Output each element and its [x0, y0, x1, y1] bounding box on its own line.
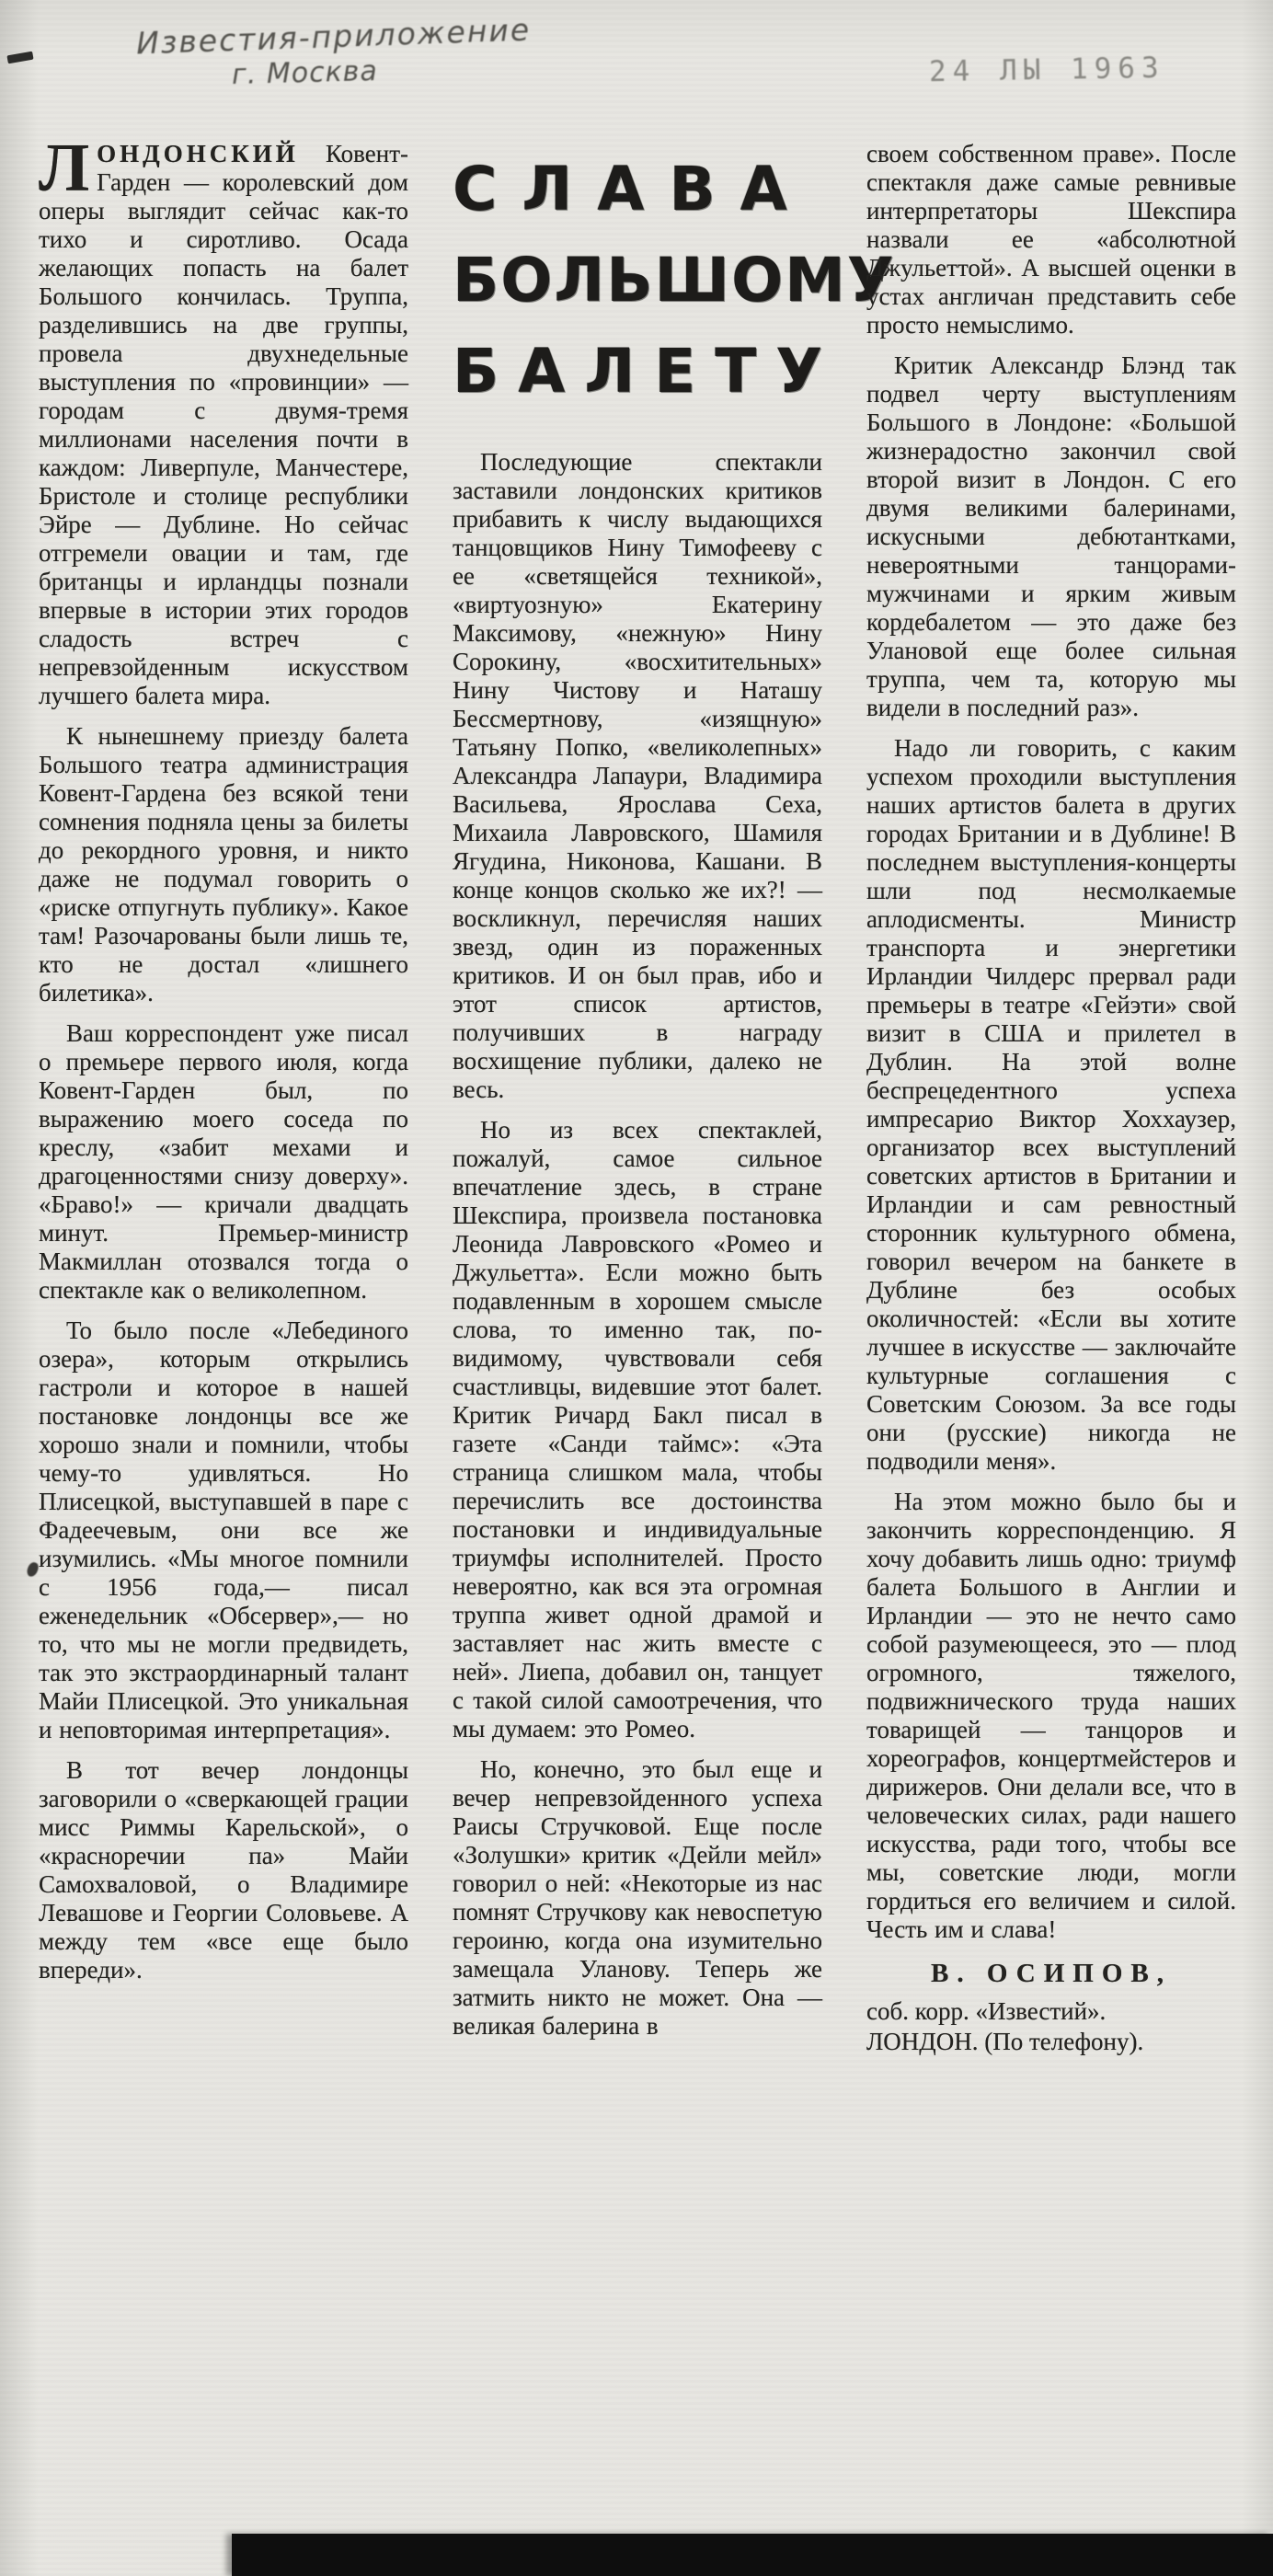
- article-body: [39, 131, 1238, 2057]
- dateline: ЛОНДОН. (По телефону).: [866, 2028, 1144, 2055]
- paragraph: На этом можно было бы и закончить корреспонденцию. Я хочу добавить лишь одно: триумф балета Большого в Англии и Ирландии — это не нечто само собой разумеющееся, это — плод огромного, тяжелого, подвижнического труда наших товарищей — танцоров и хореографов, концертмейстеров и дирижеров. Они делали все, что в человеческих силах, ради нашего искусства, ради того, чтобы все мы, советские люди, могли гордиться его величием и силой. Честь им и слава!: [866, 1488, 1236, 1943]
- paragraph: То было после «Лебединого озера», которым открылись гастроли и которое в нашей постановке лондонцы все же хорошо знали и помнили, чтобы чему-то удивляться. Но Плисецкой, выступавшей в паре с Фадеечевым, они все же изумились. «Мы многое помнили с 1956 года,— писал еженедельник «Обсервер»,— но то, что мы не могли предвидеть, так это экстраординарный талант Майи Плисецкой. Это уникальная и неповторимая интерпретация».: [39, 1317, 408, 1743]
- lead-word: ОНДОНСКИЙ: [97, 140, 299, 167]
- column-left: [39, 131, 408, 2057]
- paragraph: В тот вечер лондонцы заговорили о «сверкающей грации мисс Риммы Карельской», о «красноречии па» Майи Самохваловой, о Владимире Левашове и Георгии Соловьеве. А между тем «все еще было впереди».: [39, 1756, 408, 1984]
- paragraph: Но из всех спектаклей, пожалуй, самое сильное впечатление здесь, в стране Шекспира, произвела постановка Леонида Лавровского «Ромео и Джульетта». Если можно быть подавленным в хорошем смысле слова, то именно так, по-видимому, чувствовали себя счастливцы, видевшие этот балет. Критик Ричард Бакл писал в газете «Санди таймс»: «Эта страница слишком мала, чтобы перечислить все достоинства постановки и индивидуальные триумфы исполнителей. Просто невероятно, как вся эта огромная труппа живет одной драмой и заставляет нас жить вместе с ней». Лиепа, добавил он, танцует с такой силой самоотречения, что мы думаем: это Ромео.: [453, 1116, 822, 1742]
- paragraph: Надо ли говорить, с каким успехом проходили выступления наших артистов балета в других городах Британии и в Дублине! В последнем выступления-концерты шли под несмолкаемые аплодисменты. Министр транспорта и энергетики Ирландии Чилдерс прервал ради премьеры в театре «Гейэти» свой визит в США и прилетел в Дублин. На этой волне беспрецедентного успеха импресарио Виктор Хоххаузер, организатор всех выступлений советских артистов в Британии и Ирландии и сам ревностный сторонник культурного обмена, говорил вечером на банкете в Дублине без особых околичностей: «Если вы хотите лучшее в искусстве — заключайте культурные соглашения с Советским Союзом. За все годы они (русские) никогда не подводили меня».: [866, 734, 1236, 1475]
- column-middle: [453, 140, 896, 2057]
- paragraph: своем собственном праве». После спектакля даже самые ревнивые интерпретаторы Шекспира назвали ее «абсолютной Джульеттой». А высшей оценки в устах англичан представить себе просто немыслимо.: [866, 140, 1236, 339]
- title-line: СЛАВА: [453, 154, 812, 224]
- ink-blot-mark: [26, 1561, 40, 1579]
- paragraph: Но, конечно, это был еще и вечер непревзойденного успеха Раисы Стручковой. Еще после «Золушки» критик «Дейли мейл» говорил о ней: «Некоторые из нас помнят Стручкову как невоспетую героиню, когда она изумительно замещала Уланову. Теперь же затмить никто не может. Она — великая балерина в: [453, 1755, 822, 2040]
- paragraph: Критик Александр Блэнд так подвел черту выступлениям Большого в Лондоне: «Большой жизнерадостно закончил свой второй визит в Лондон. С его двумя великими балеринами, искусными дебютантками, невероятными танцорами-мужчинами и ярким живым кордебалетом — это даже без Улановой еще более сильная труппа, чем та, которую мы видели в последний раз».: [866, 351, 1236, 721]
- paragraph: Последующие спектакли заставили лондонских критиков прибавить к числу выдающихся танцовщиков Нину Тимофееву с ее «светящейся техникой», «виртуозную» Екатерину Максимову, «нежную» Нину Сорокину, «восхитительных» Нину Чистову и Наташу Бессмертнову, «изящную» Татьяну Попко, «великолепных» Александра Лапаури, Владимира Васильева, Ярослава Сеха, Михаила Лавровского, Шамиля Ягудина, Никонова, Кашани. В конце концов сколько же их?! — воскликнул, перечисляя наших звезд, один из пораженных критиков. И он был прав, ибо и этот список артистов, получивших в награду восхищение публики, далеко не весь.: [453, 448, 822, 1103]
- author-name: В. ОСИПОВ,: [931, 1959, 1172, 1988]
- title-line: БАЛЕТУ: [453, 336, 843, 407]
- article-signature: [866, 1959, 1236, 2057]
- column-right: [866, 140, 1236, 2057]
- handwritten-annotation-line1: Известия-приложение: [135, 11, 532, 62]
- scan-black-bar: [232, 2534, 1273, 2576]
- article-title: [453, 144, 896, 417]
- date-stamp: 24 ЛЫ 1963: [928, 51, 1165, 89]
- scan-artifact-mark: [6, 52, 33, 64]
- author-title: соб. корр. «Известий».: [866, 1997, 1107, 2025]
- paragraph-text: Ковент-Гарден — королевский дом оперы выглядит сейчас как-то тихо и сиротливо. Осада желающих попасть на балет Большого кончилась. Труппа, разделившись на две группы, провела двухнедельные выступления по «провинции» — городам с двумя-тремя миллионами населения почти в каждом: Ливерпуле, Манчестере, Бристоле и столице республики Эйре — Дублине. Но сейчас отгремели овации и там, где британцы и ирландцы познали впервые в истории этих городов сладость встреч с непревзойденным искусством лучшего балета мира.: [39, 140, 408, 709]
- paragraph: К нынешнему приезду балета Большого театра администрация Ковент-Гардена без всякой тени сомнения подняла цены за билеты до рекордного уровня, и никто даже не подумал говорить о «риске отпугнуть публику». Какое там! Разочарованы были лишь те, кто не достал «лишнего билетика».: [39, 722, 408, 1006]
- title-line: БОЛЬШОМУ: [453, 245, 896, 316]
- handwritten-annotation-line2: г. Москва: [231, 54, 379, 92]
- paragraph: Ваш корреспондент уже писал о премьере первого июля, когда Ковент-Гарден был, по выражению моего соседа по креслу, «забит мехами и драгоценностями снизу доверху». «Браво!» — кричали двадцать минут. Премьер-министр Макмиллан отозвался тогда о спектакле как о великолепном.: [39, 1019, 408, 1304]
- paragraph: [39, 131, 408, 710]
- drop-cap: Л: [39, 131, 90, 206]
